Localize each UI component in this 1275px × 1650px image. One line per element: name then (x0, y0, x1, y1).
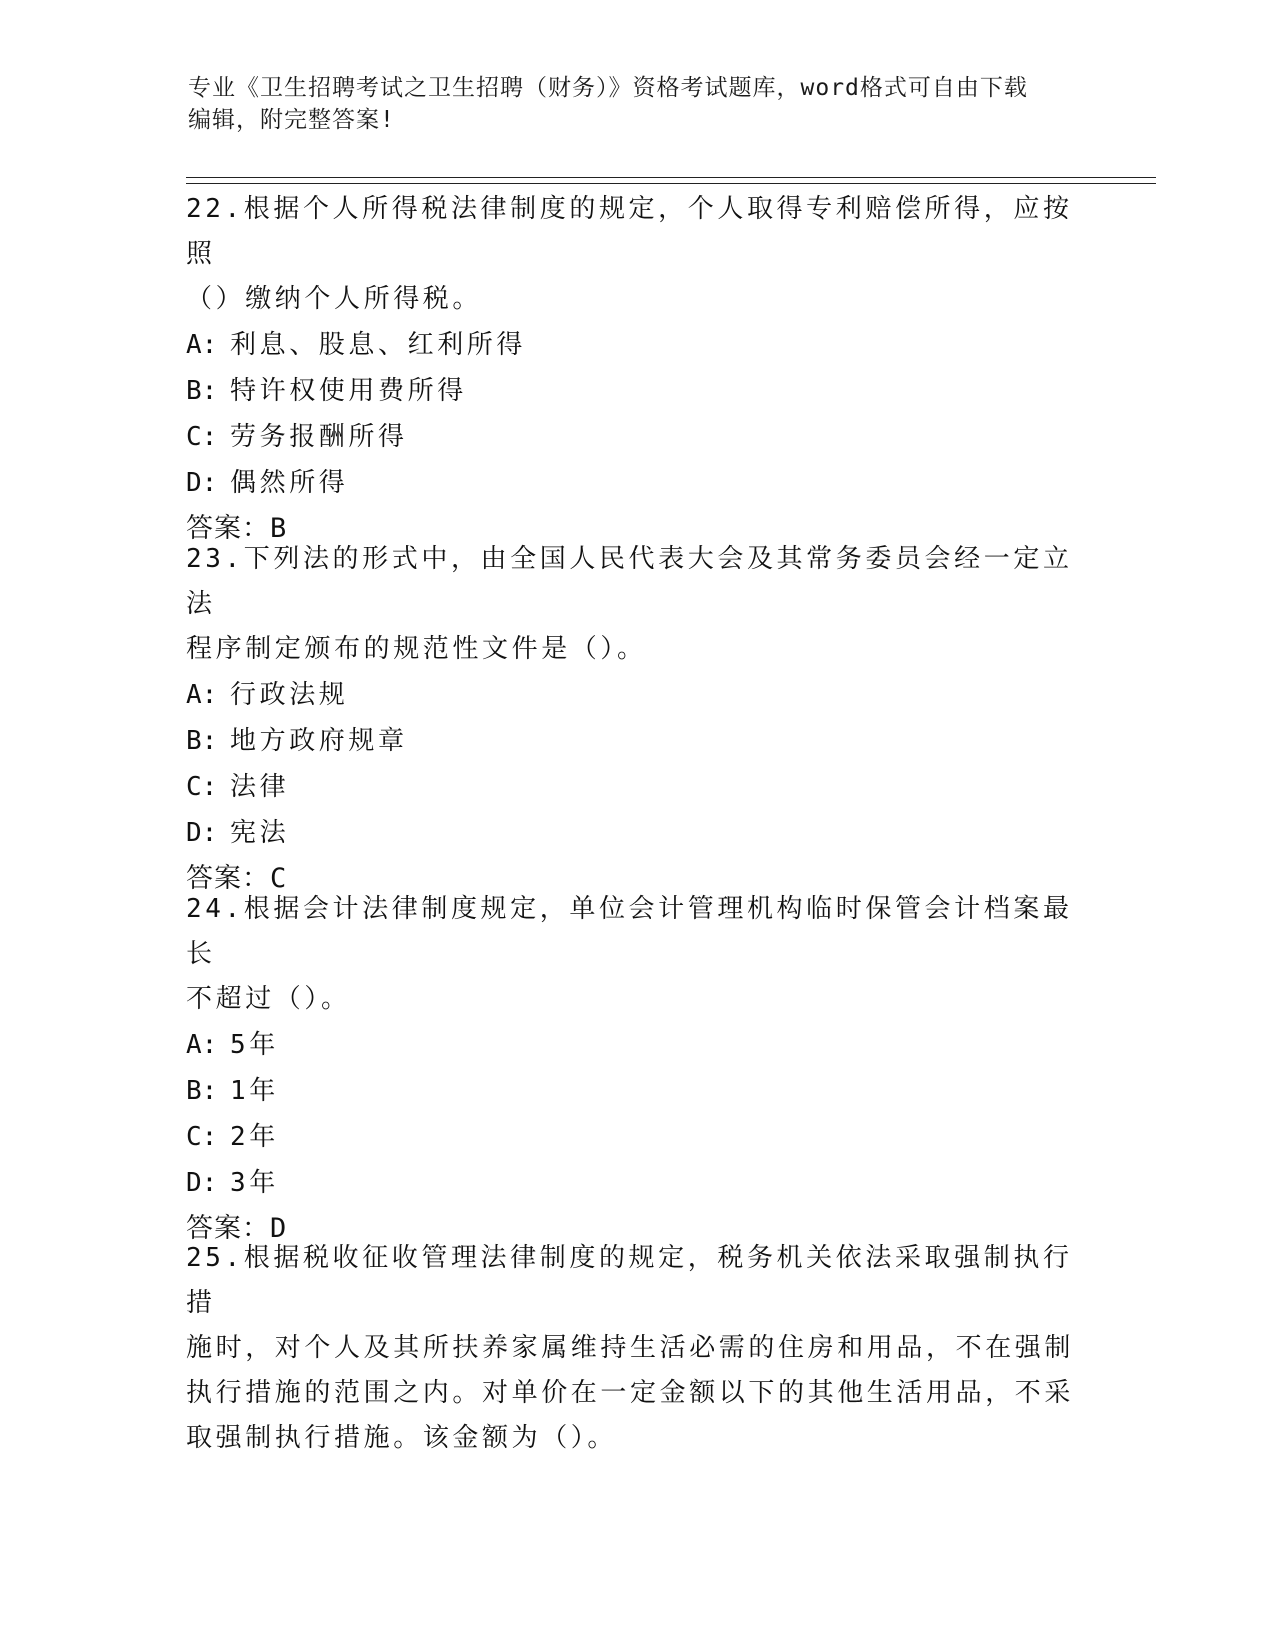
option-letter: B: (186, 376, 218, 406)
option-d (186, 1160, 1086, 1206)
answer-value: D (270, 1213, 288, 1244)
option-b (186, 1068, 1086, 1114)
question-24 (186, 887, 1086, 1252)
option-c (186, 764, 1086, 810)
option-text: 5年 (230, 1030, 279, 1060)
question-stem-line: 不超过（）。 (186, 984, 351, 1014)
option-text: 利息、股息、红利所得 (230, 330, 527, 360)
question-stem-line: 程序制定颁布的规范性文件是（）。 (186, 634, 647, 664)
question-stem-line: 25.根据税收征收管理法律制度的规定，税务机关依法采取强制执行措 (186, 1243, 1073, 1318)
option-letter: D: (186, 468, 218, 498)
question-stem-line: 执行措施的范围之内。对单价在一定金额以下的其他生活用品，不采 (186, 1378, 1075, 1408)
option-text: 地方政府规章 (230, 726, 408, 756)
option-text: 偶然所得 (230, 468, 349, 498)
option-letter: B: (186, 1076, 218, 1106)
option-letter: C: (186, 772, 218, 802)
option-d (186, 460, 1086, 506)
answer-label: 答案： (186, 863, 270, 894)
question-25 (186, 1236, 1086, 1461)
option-b (186, 368, 1086, 414)
option-text: 特许权使用费所得 (230, 376, 467, 406)
option-letter: A: (186, 680, 218, 710)
document-header (188, 72, 1078, 136)
question-stem-line: （）缴纳个人所得税。 (186, 284, 483, 314)
option-text: 3年 (230, 1168, 279, 1198)
question-stem-line: 22.根据个人所得税法律制度的规定，个人取得专利赔偿所得，应按照 (186, 194, 1073, 269)
option-text: 1年 (230, 1076, 279, 1106)
option-text: 法律 (230, 772, 290, 802)
option-text: 宪法 (230, 818, 290, 848)
header-divider-top (186, 177, 1156, 178)
header-line-2: 编辑，附完整答案! (188, 107, 395, 133)
header-line-1: 专业《卫生招聘考试之卫生招聘（财务）》资格考试题库，word格式可自由下载 (188, 75, 1028, 101)
question-23 (186, 537, 1086, 902)
question-stem-line: 23.下列法的形式中，由全国人民代表大会及其常务委员会经一定立法 (186, 544, 1073, 619)
option-letter: A: (186, 1030, 218, 1060)
option-a (186, 1022, 1086, 1068)
answer-value: B (270, 513, 288, 544)
option-d (186, 810, 1086, 856)
option-text: 行政法规 (230, 680, 349, 710)
option-a (186, 672, 1086, 718)
option-letter: C: (186, 1122, 218, 1152)
answer-label: 答案： (186, 1213, 270, 1244)
answer-value: C (270, 863, 288, 894)
question-stem-line: 取强制执行措施。该金额为（）。 (186, 1423, 618, 1453)
option-text: 劳务报酬所得 (230, 422, 408, 452)
option-letter: A: (186, 330, 218, 360)
option-letter: D: (186, 1168, 218, 1198)
answer-label: 答案： (186, 513, 270, 544)
option-a (186, 322, 1086, 368)
question-stem-line: 24.根据会计法律制度规定，单位会计管理机构临时保管会计档案最长 (186, 894, 1073, 969)
option-letter: D: (186, 818, 218, 848)
option-c (186, 1114, 1086, 1160)
option-text: 2年 (230, 1122, 279, 1152)
option-letter: C: (186, 422, 218, 452)
question-22 (186, 187, 1086, 552)
option-letter: B: (186, 726, 218, 756)
question-stem-line: 施时，对个人及其所扶养家属维持生活必需的住房和用品，不在强制 (186, 1333, 1075, 1363)
option-b (186, 718, 1086, 764)
header-divider-bottom (186, 183, 1156, 184)
option-c (186, 414, 1086, 460)
